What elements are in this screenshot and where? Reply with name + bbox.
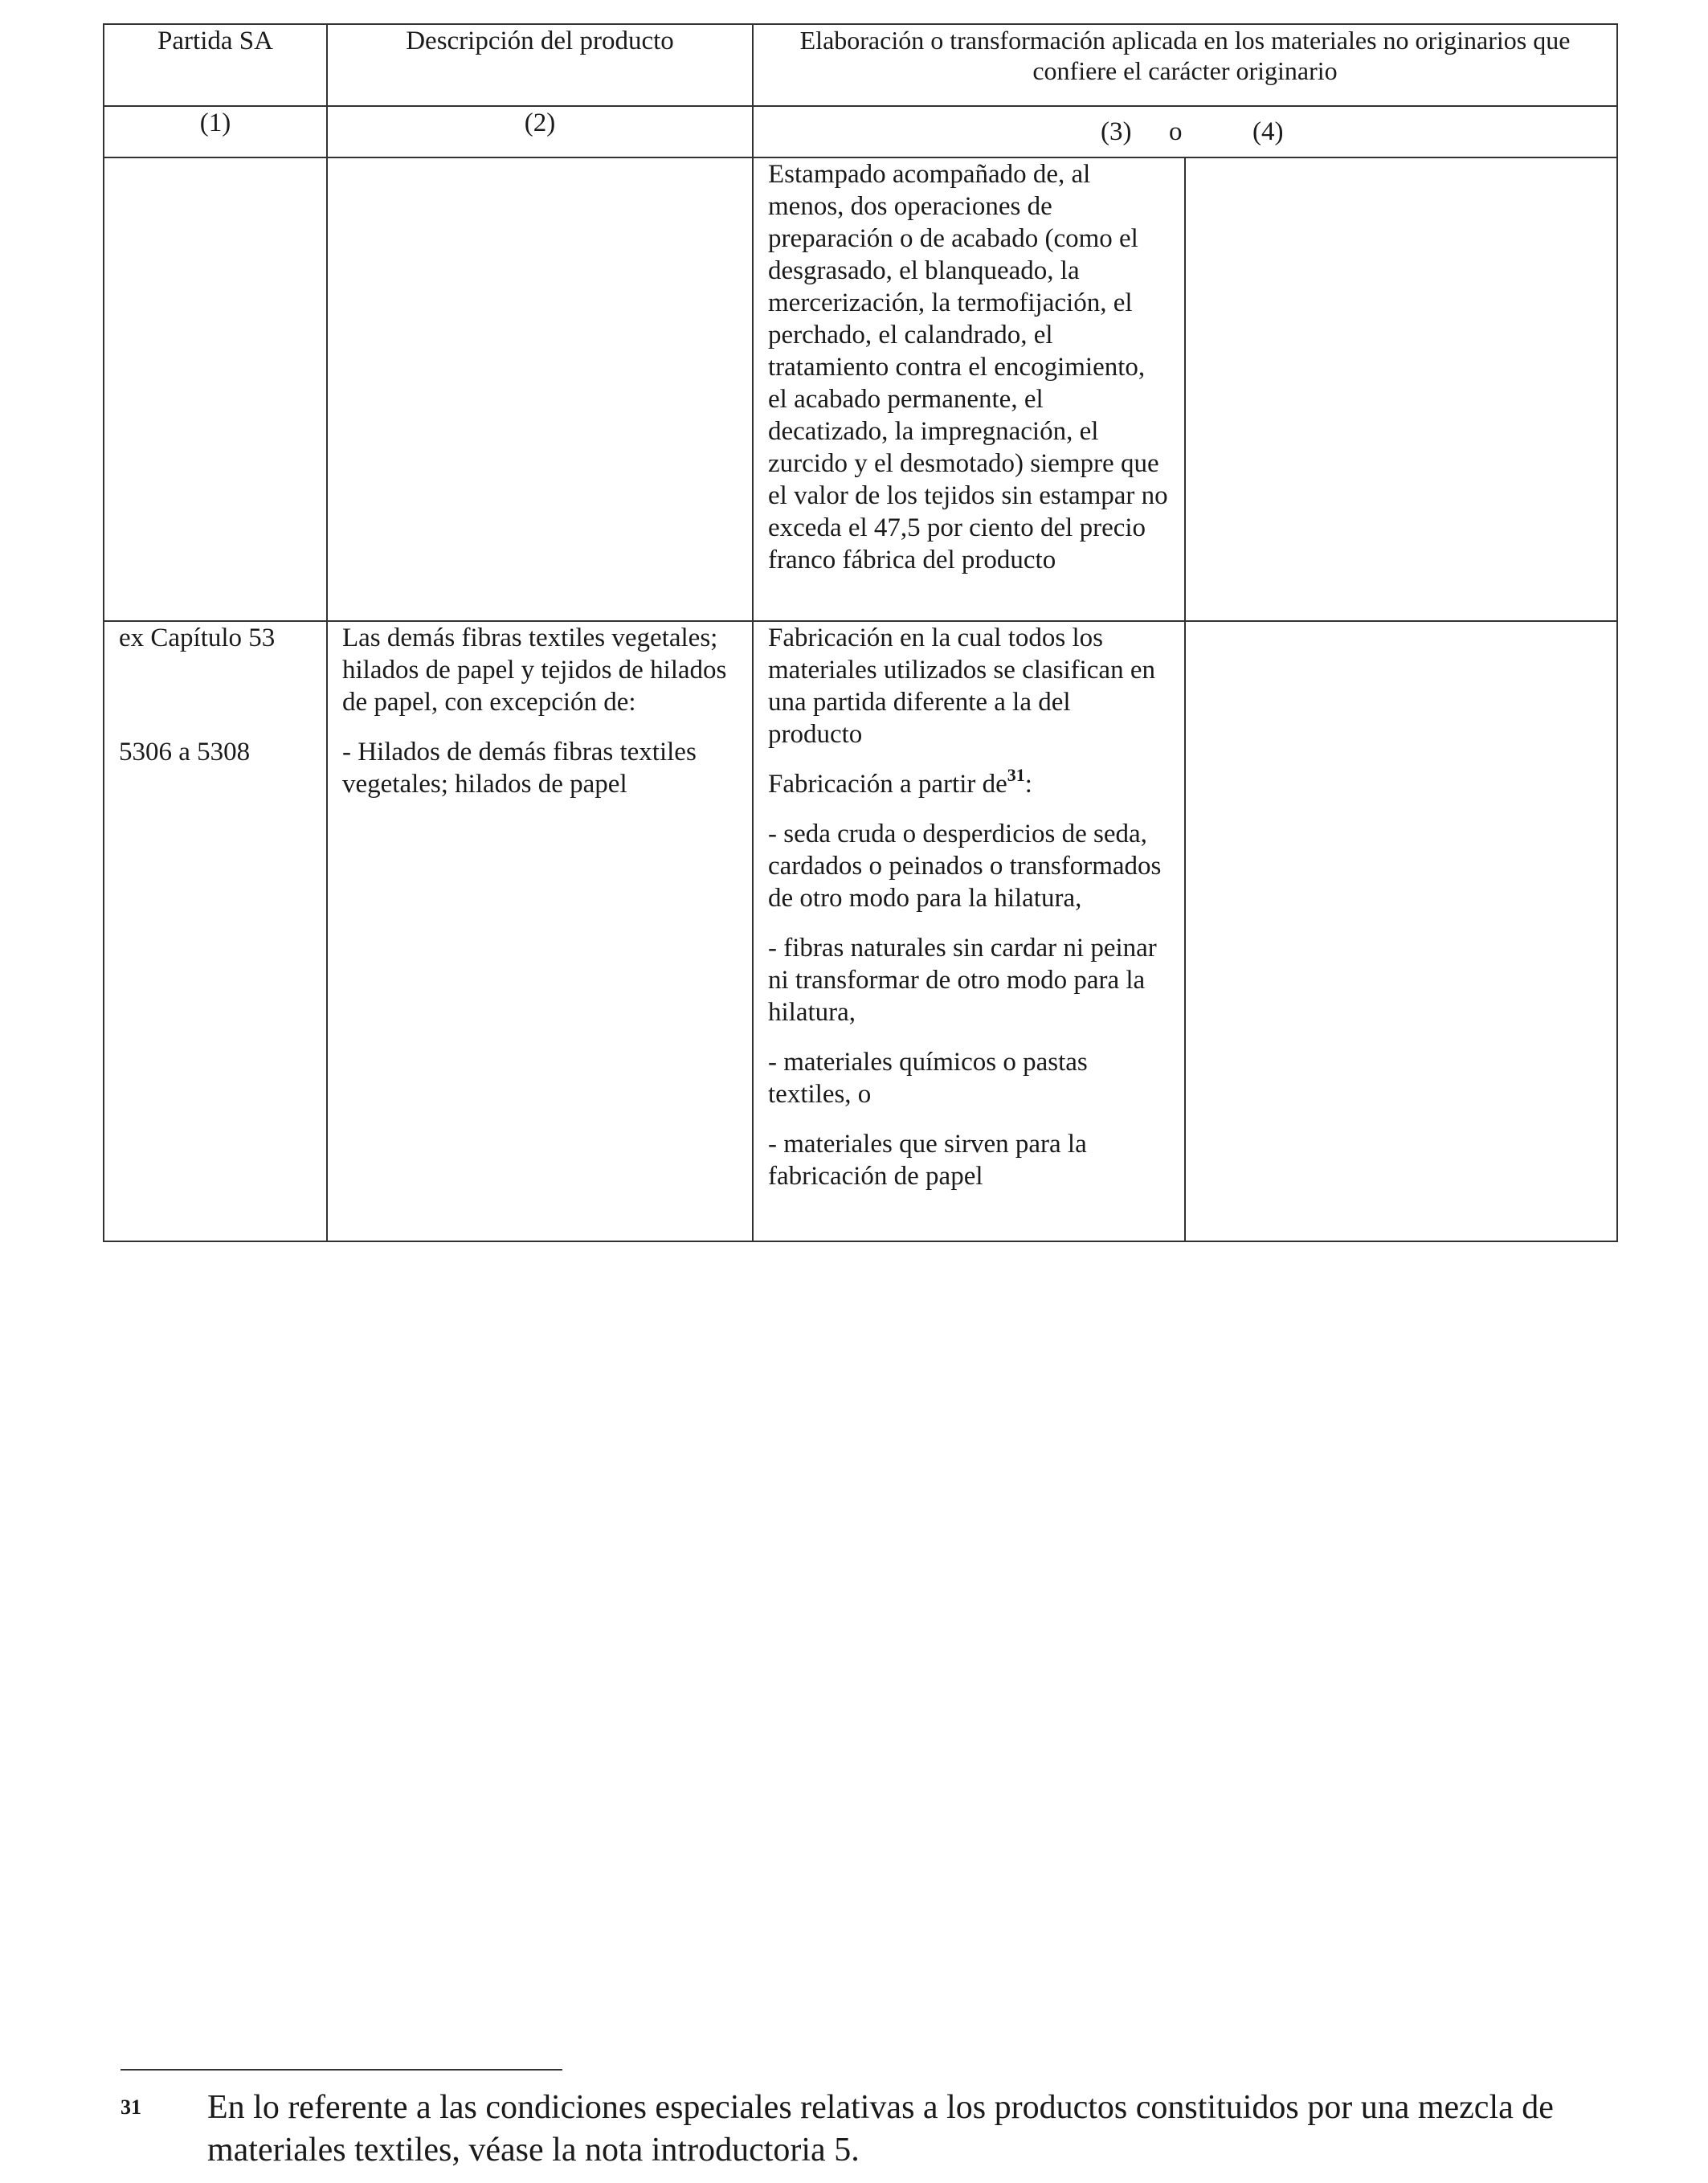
footnote-separator bbox=[121, 2069, 562, 2071]
column-number-3-or-4 bbox=[753, 106, 1617, 157]
header-product-description: Descripción del producto bbox=[327, 24, 753, 106]
row-alt-rule-cell bbox=[1185, 157, 1617, 621]
list-item: - fibras naturales sin cardar ni peinar ni transformar de otro modo para la hilatura, bbox=[768, 934, 1157, 1027]
row-rule-cell: Estampado acompañado de, al menos, dos operaciones de preparación o de acabado (como el desgrasado, el blanqueado, la mercerización, la termofijación, el perchado, el calandrado, el tratamiento contra el encogimiento, el acabado permanente, el decatizado, la impregnación, el zurcido y el desmotado) siempre que el valor de los tejidos sin estampar no exceda el 47,5 por ciento del precio franco fábrica del producto bbox=[753, 157, 1185, 621]
header-processing-rule: Elaboración o transformación aplicada en los materiales no originarios que confiere el carácter originario bbox=[753, 24, 1617, 106]
footnote-reference: 31 bbox=[1007, 765, 1025, 785]
column-number-4: (4) bbox=[1252, 117, 1284, 146]
table-header-row bbox=[104, 24, 1617, 106]
header-hs-heading: Partida SA bbox=[104, 24, 327, 106]
column-or-label: o bbox=[1169, 117, 1183, 146]
table-row bbox=[104, 621, 1617, 1241]
footnote-number: 31 bbox=[121, 2095, 141, 2119]
sub-rule-intro: Fabricación a partir $de^{31}$: bbox=[768, 765, 1032, 799]
row-rule-cell bbox=[753, 621, 1185, 1241]
row-description-cell bbox=[327, 157, 753, 621]
column-number-row bbox=[104, 106, 1617, 157]
hs-sub-code: 5306 a 5308 bbox=[119, 738, 251, 767]
product-description: Las demás fibras textiles vegetales; hilados de papel y tejidos de hilados de papel, con excepción de: bbox=[342, 623, 727, 717]
row-description-cell bbox=[327, 621, 753, 1241]
sub-product-description: - Hilados de demás fibras textiles vegetales; hilados de papel bbox=[342, 738, 697, 799]
rule-text: Fabricación en la cual todos los materiales utilizados se clasifican en una partida diferente a la del producto bbox=[768, 623, 1155, 749]
list-item: - materiales que sirven para la fabricación de papel bbox=[768, 1130, 1087, 1191]
hs-code: ex Capítulo 53 bbox=[119, 623, 276, 652]
column-number-2: (2) bbox=[327, 106, 753, 157]
list-item: - materiales químicos o pastas textiles, o bbox=[768, 1048, 1088, 1109]
column-number-1: (1) bbox=[104, 106, 327, 157]
list-item: - seda cruda o desperdicios de seda, cardados o peinados o transformados de otro modo para la hilatura, bbox=[768, 820, 1162, 913]
origin-rules-table bbox=[103, 23, 1618, 1242]
column-number-3: (3) bbox=[1101, 117, 1132, 146]
row-code-cell bbox=[104, 621, 327, 1241]
row-alt-rule-cell bbox=[1185, 621, 1617, 1241]
footnote-text: En lo referente a las condiciones especiales relativas a los productos constituidos por una mezcla de materiales textiles, véase la nota introductoria 5. bbox=[207, 2089, 1554, 2169]
table-row bbox=[104, 157, 1617, 621]
row-code-cell bbox=[104, 157, 327, 621]
